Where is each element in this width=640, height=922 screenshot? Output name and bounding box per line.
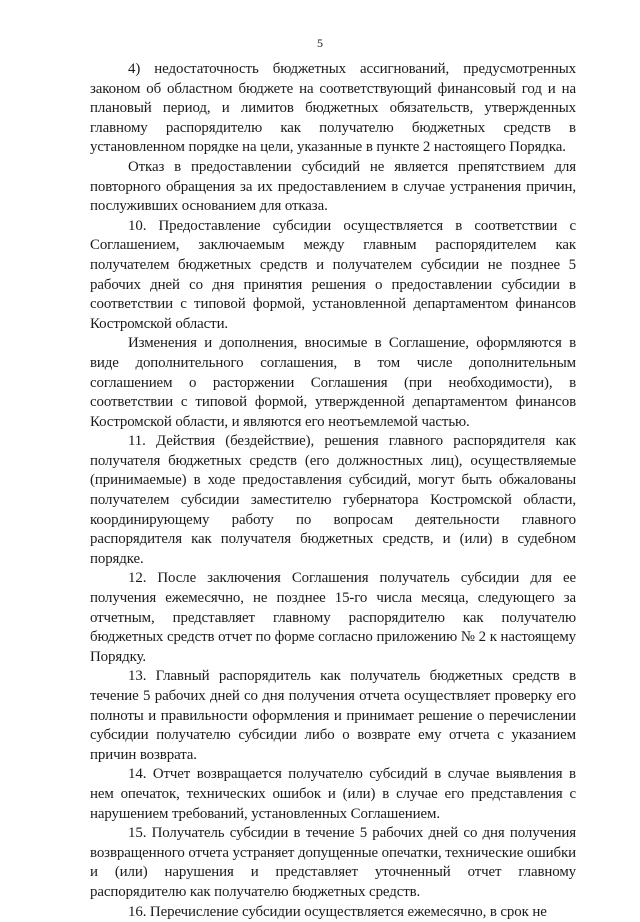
paragraph-item-4-insufficient-budget: 4) недостаточность бюджетных ассигнований, предусмотренных законом об областном бюджете на соответствующий финансовый год и на плановый период, и лимитов бюджетных обязательств, утвержденных главному распорядителю как получателю бюджетных средств в установленном порядке на цели, указанные в пункте 2 настоящего Порядка. [90, 61, 576, 156]
paragraph-15-corrected-report: 15. Получатель субсидии в течение 5 рабочих дней со дня получения возвращенного отчета устраняет допущенные опечатки, технические ошибки и (или) нарушения и представляет уточненный отчет главному распорядителю как получателю бюджетных средств. [90, 825, 576, 900]
paragraph-10-subsidy-agreement: 10. Предоставление субсидии осуществляется в соответствии с Соглашением, заключаемым между главным распорядителем как получателем бюджетных средств и получателем субсидии не позднее 5 рабочих дней со дня принятия решения о предоставлении субсидии в соответствии с типовой формой, установленной департаментом финансов Костромской области. [90, 217, 576, 332]
paragraph-16-transfer: 16. Перечисление субсидии осуществляется ежемесячно, в срок не [128, 903, 547, 920]
paragraph-14-report-return: 14. Отчет возвращается получателю субсидий в случае выявления в нем опечаток, технических ошибок и (или) в случае его представления с нарушением требований, установленных Соглашением. [90, 766, 576, 822]
paragraph-13-report-review: 13. Главный распорядитель как получатель бюджетных средств в течение 5 рабочих дней со дня получения отчета осуществляет проверку его полноты и правильности оформления и принимает решение о перечислении субсидии получателю субсидии либо о возврате ему отчета с указанием причин возврата. [90, 668, 576, 763]
document-body [90, 60, 576, 922]
paragraph-agreement-amendments: Изменения и дополнения, вносимые в Соглашение, оформляются в виде дополнительного соглашения, в том числе дополнительным соглашением о расторжении Соглашения (при необходимости), в соответствии с типовой формой, утвержденной департаментом финансов Костромской области, и являются его неотъемлемой частью. [90, 335, 576, 430]
paragraph-11-appeal: 11. Действия (бездействие), решения главного распорядителя как получателя бюджетных средств (его должностных лиц), осуществляемые (принимаемые) в ходе предоставления субсидий, могут быть обжалованы получателем субсидии заместителю губернатора Костромской области, координирующему работу по вопросам деятельности главного распорядителя как получателя бюджетных средств, и (или) в судебном порядке. [90, 433, 576, 567]
paragraph-12-monthly-report: 12. После заключения Соглашения получатель субсидии для ее получения ежемесячно, не позднее 15-го числа месяца, следующего за отчетным, представляет главному распорядителю как получателю бюджетных средств отчет по форме согласно приложению № 2 к настоящему Порядку. [90, 570, 576, 665]
page-number: 5 [317, 36, 323, 50]
paragraph-refusal-not-obstacle: Отказ в предоставлении субсидий не является препятствием для повторного обращения за их предоставлением в случае устранения причин, послуживших основанием для отказа. [90, 158, 576, 215]
